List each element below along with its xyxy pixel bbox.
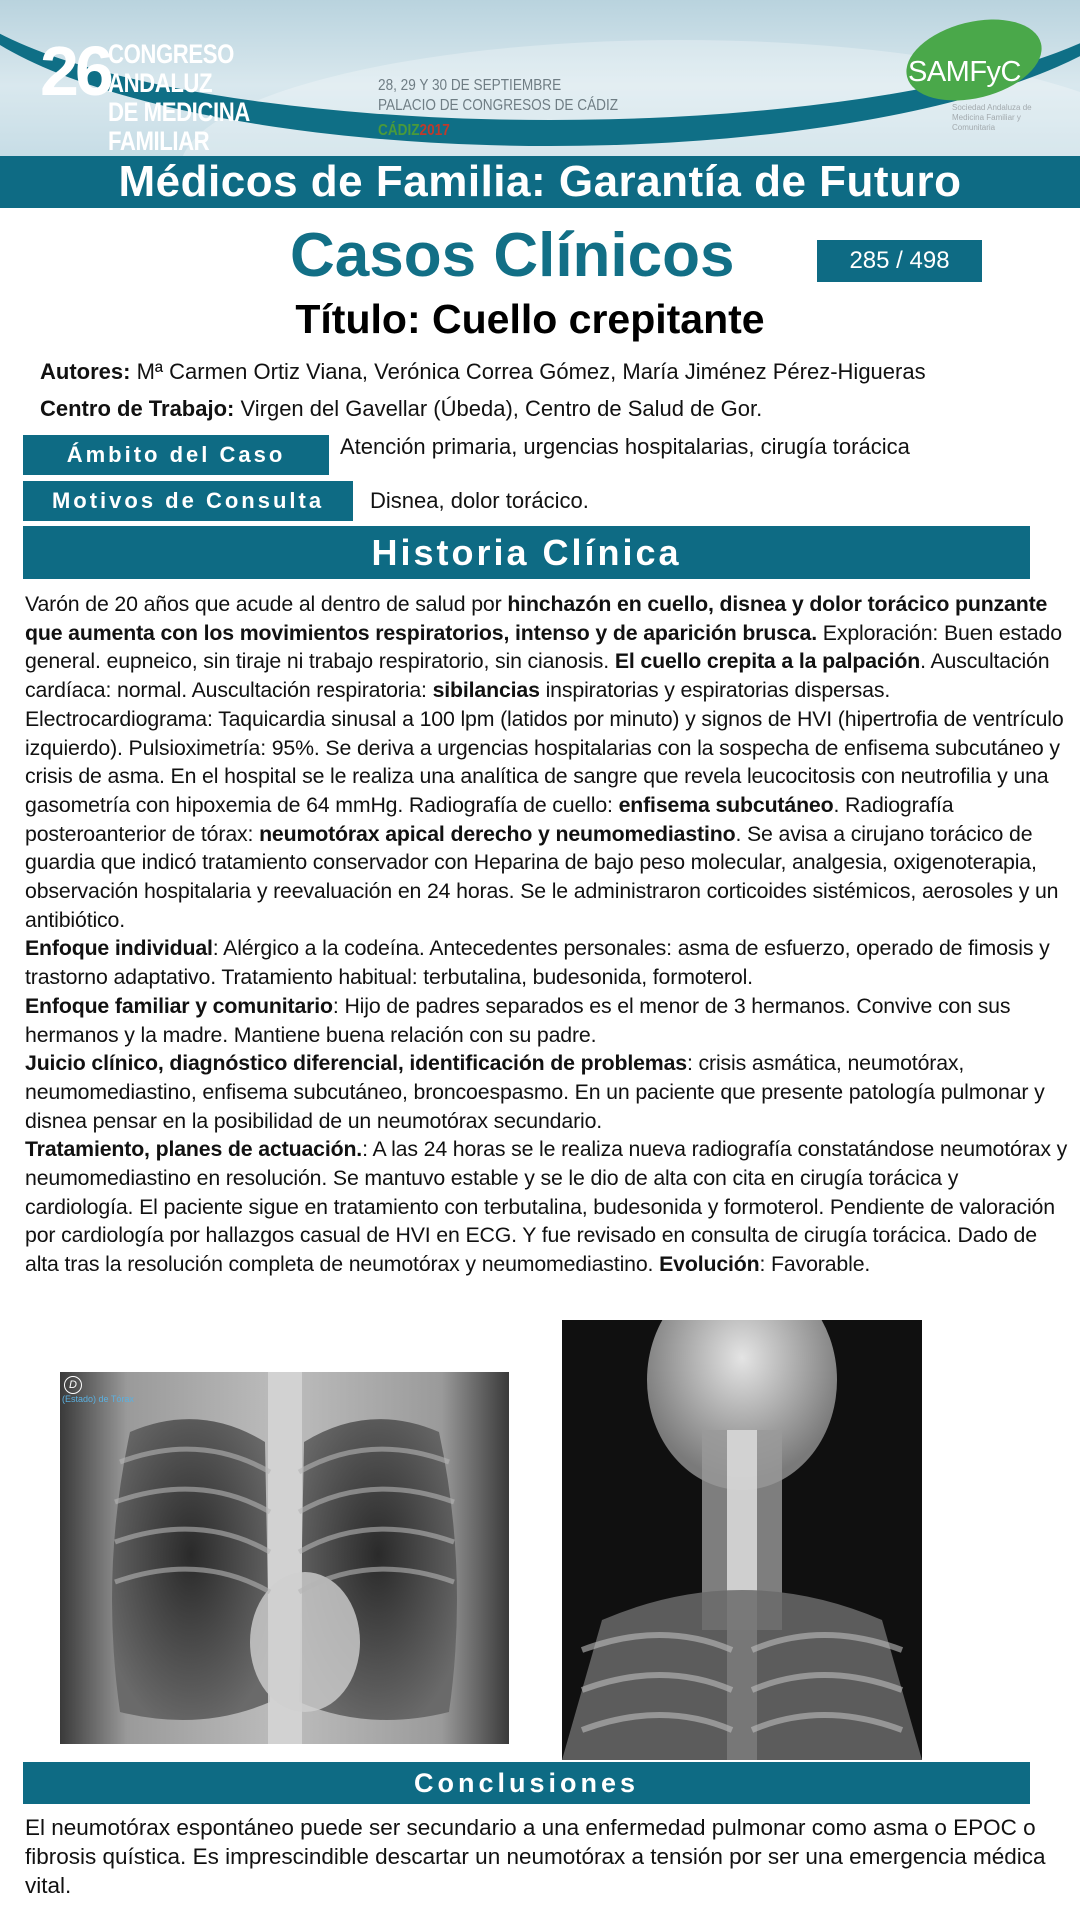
work-center-label: Centro de Trabajo: [40,396,235,421]
neck-xray-drawing [562,1320,922,1760]
chest-xray-image [60,1372,509,1744]
xray-caption: (Estado) de Tórax [62,1394,134,1404]
clinical-judgment-text: : crisis asmática, neumotórax, neumomediastino, enfisema subcutáneo, broncoespasmo. En un paciente que presente patología pulmonar y disnea pensar en la posibilidad de un neumotórax secundario. [25,1051,1045,1133]
family-approach-text: : Hijo de padres separados es el menor de 3 hermanos. Convive con sus hermanos y la madre. Mantiene buena relación con su padre. [25,993,1011,1047]
history-text: . Radiografía posteroanterior de tórax: [25,792,954,846]
history-text: Exploración: Buen estado general. eupneico, sin tiraje ni trabajo respiratorio, sin cianosis. [25,620,1062,674]
authors-value: Mª Carmen Ortiz Viana, Verónica Correa Gómez, María Jiménez Pérez-Higueras [130,359,926,384]
evolution-label: Evolución [659,1252,760,1277]
conclusions-text: El neumotórax espontáneo puede ser secundario a una enfermedad pulmonar como asma o EPOC o fibrosis quística. Es imprescindible descartar un neumotórax a tensión por ser una emergencia médica vital. [25,1815,1046,1898]
history-text: inspiratorias y espiratorias dispersas. Electrocardiograma: Taquicardia sinusal a 100 lpm (latidos por minuto) y signos de HVI (hipertrofia de ventrículo izquierdo). Pulsioximetría: 95%. Se deriva a urgencias hospitalarias con la sospecha de enfisema subcutáneo y crisis de asma. En el hospital se le realiza una analítica de sangre que revela leucocitosis con neutrofilia y una gasometría con hipoxemia de 64 mmHg. Radiografía de cuello: [25,678,1064,817]
congress-city [378,122,450,140]
history-bold: enfisema subcutáneo [618,792,834,817]
treatment-label: Tratamiento, planes de actuación. [25,1137,363,1162]
congress-venue-line: PALACIO DE CONGRESOS DE CÁDIZ [378,97,619,114]
history-text: . Auscultación cardíaca: normal. Auscultación respiratoria: [25,649,1050,703]
history-bold: neumotórax apical derecho y neumomediastino [259,821,736,846]
congress-dates-line: 28, 29 Y 30 DE SEPTIEMBRE [378,77,562,94]
samfyc-logo-subtitle: Sociedad Andaluza de Medicina Familiar y Comunitaria [952,103,1032,132]
xray-marker-icon: D [64,1376,82,1394]
individual-approach [25,934,1071,991]
evolution-text: : Favorable. [759,1252,871,1277]
history-bold: sibilancias [432,678,540,703]
tagline: Médicos de Familia: Garantía de Futuro [118,157,962,206]
congress-name-line: DE MEDICINA FAMILIAR [108,97,250,156]
clinical-judgment [25,1049,1071,1135]
city-year: 2017 [419,122,450,139]
history-paragraph [25,590,1071,934]
scope-label: Ámbito del Caso [23,435,329,475]
reasons-value: Disnea, dolor torácico. [370,488,589,513]
page-number-badge: 285 / 498 [817,240,982,282]
clinical-history-text [25,590,1071,1279]
congress-name [108,40,321,156]
congress-name-line: CONGRESO ANDALUZ [108,39,234,98]
history-text: . Se avisa a cirujano torácico de guardia que indicó tratamiento conservador con Heparina de bajo peso molecular, analgesia, oxigenoterapia, observación hospitalaria y reevaluación en 24 horas. Se le administraron corticoides sistémicos, aerosoles y un antibiótico. [25,821,1059,932]
history-text: Varón de 20 años que acude al dentro de salud por [25,592,508,616]
tagline-bar [0,156,1080,208]
reasons-label: Motivos de Consulta [23,481,353,521]
individual-approach-text: : Alérgico a la codeína. Antecedentes personales: asma de esfuerzo, operado de fimosis y trastorno adaptativo. Tratamiento habitual: terbutalina, budesonida, formoterol. [25,936,1050,990]
chest-xray-drawing [60,1372,509,1744]
congress-banner [0,0,1080,156]
clinical-judgment-label: Juicio clínico, diagnóstico diferencial, identificación de problemas [25,1051,687,1076]
family-approach-label: Enfoque familiar y comunitario [25,993,333,1018]
individual-approach-label: Enfoque individual [25,936,213,961]
case-title: Título: Cuello crepitante [295,296,765,342]
congress-dates [378,76,618,116]
authors-label: Autores: [40,359,131,384]
history-bold: El cuello crepita a la palpación [614,649,921,674]
congress-edition: 26 [40,32,110,110]
samfyc-logo-text: SAMFyC [908,56,1021,88]
section-title: Casos Clínicos [290,221,735,290]
history-section-header: Historia Clínica [23,526,1030,579]
conclusions-section-header: Conclusiones [23,1762,1030,1804]
work-center-value: Virgen del Gavellar (Úbeda), Centro de Salud de Gor. [234,396,763,421]
scope-value: Atención primaria, urgencias hospitalarias, cirugía torácica [340,434,910,459]
treatment-text: : A las 24 horas se le realiza nueva radiografía constatándose neumotórax y neumomediastino en resolución. Se mantuvo estable y se le dio de alta con cita en cirugía torácica y cardiología. El paciente sigue en tratamiento con terbutalina, budesonida y formoterol. Pendiente de valoración por cardiología por hallazgos casual de HVI en ECG. Y fue revisado en consulta de cirugía torácica. Dado de alta tras la resolución completa de neumotórax y neumomediastino. [25,1137,1068,1277]
history-bold: hinchazón en cuello, disnea y dolor torácico punzante que aumenta con los movimientos respiratorios, intenso y de aparición brusca. [25,592,1048,645]
authors-line [40,359,926,385]
family-approach [25,992,1071,1049]
neck-xray-image [562,1320,922,1760]
treatment-plan [25,1135,1071,1279]
work-center-line [40,396,762,422]
city-name: CÁDIZ [378,122,420,139]
